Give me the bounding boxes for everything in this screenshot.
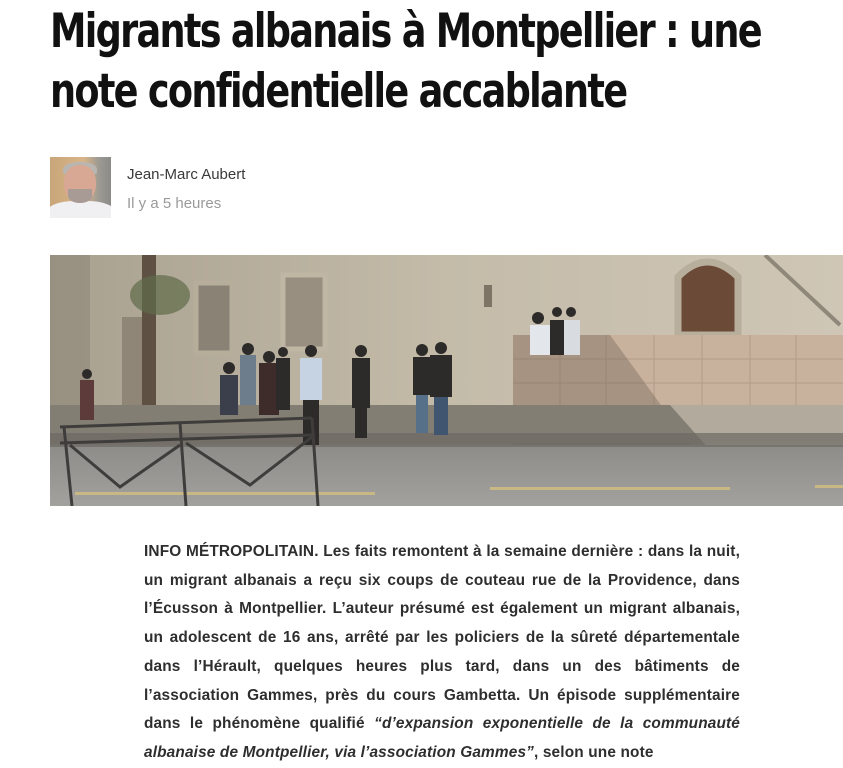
article-photo (50, 255, 843, 506)
street-scene-image (50, 255, 843, 506)
article-text-1: . Les faits remontent à la semaine dernière : dans la nuit, un migrant albanais a reçu six coups de couteau rue de la Providence, dans l’Écusson à Montpellier. L’auteur présumé est également un migrant albanais, un adolescent de 16 ans, arrêté par les policiers de la sûreté départementale dans l’Hérault, quelques heures plus tard, dans un des bâtiments de l’association Gammes, près du cours Gambetta. Un épisode supplémentaire dans le phénomène qualifié (144, 543, 740, 733)
avatar-beard (68, 189, 92, 203)
arched-door (678, 262, 738, 335)
author-avatar[interactable] (50, 157, 111, 218)
avatar-shirt (50, 201, 111, 218)
author-name[interactable]: Jean-Marc Aubert (127, 166, 246, 183)
article-body (144, 538, 740, 768)
window (196, 283, 232, 353)
window (283, 275, 325, 349)
article-lead: INFO MÉTROPOLITAIN (144, 543, 315, 560)
article-text-2: , selon une note (534, 743, 654, 761)
article-title: Migrants albanais à Montpellier : une note confidentielle accablante (50, 4, 761, 119)
publish-time: Il y a 5 heures (127, 195, 222, 212)
article-quote: “d’expansion exponentielle de la communauté albanaise de Montpellier, via l’association Gammes” (144, 715, 740, 761)
